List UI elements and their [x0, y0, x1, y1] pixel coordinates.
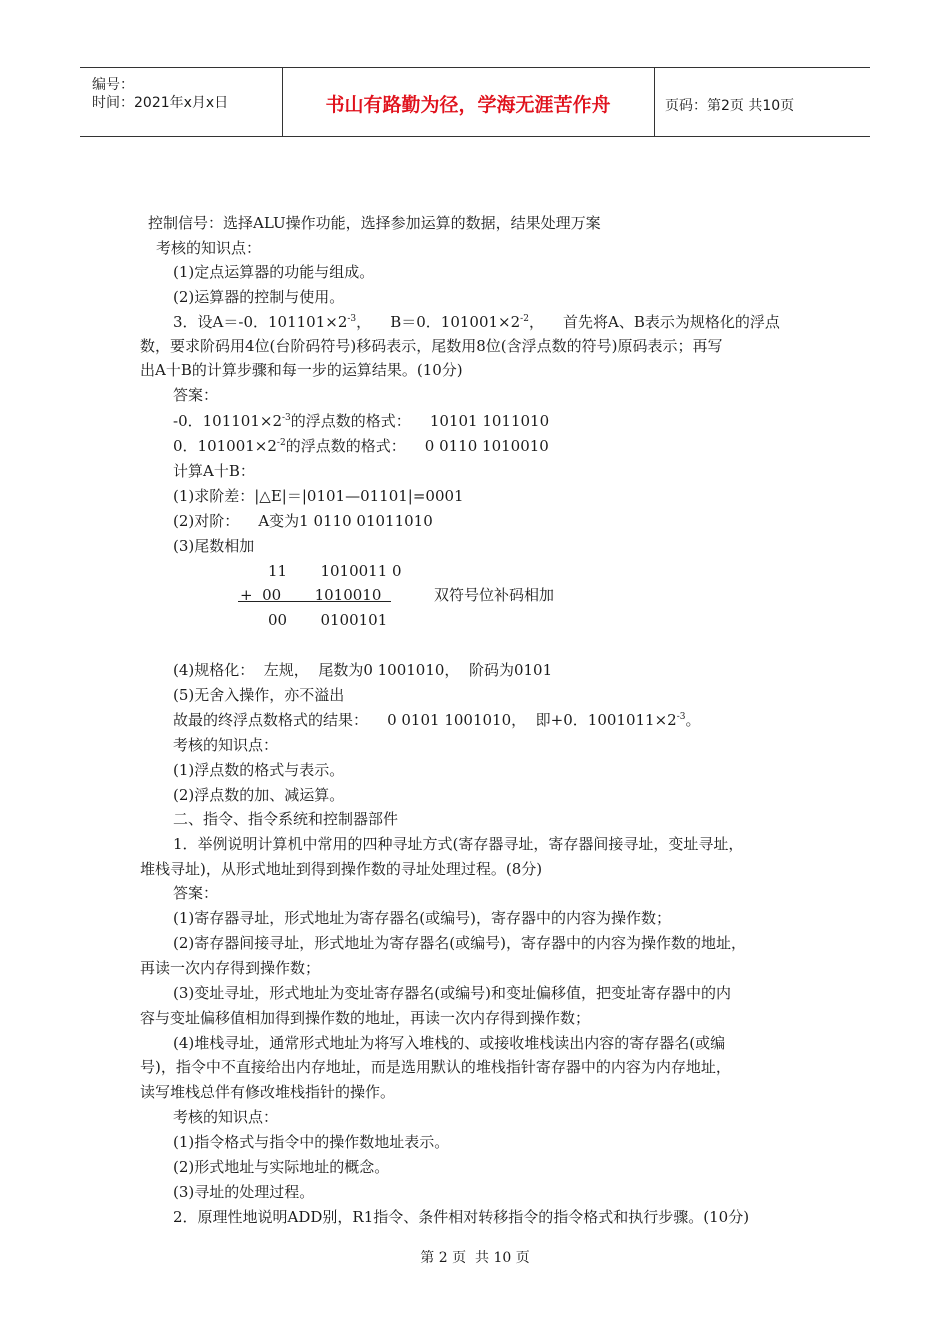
- text-run: 的浮点数的格式： 0 0110 1010010: [285, 437, 549, 455]
- knowledge-item: (1)指令格式与指令中的操作数地址表示。: [173, 1133, 450, 1151]
- header-page-code: 页码：第2页 共10页: [665, 98, 795, 114]
- page-header: [80, 67, 870, 137]
- knowledge-item: (3)寻址的处理过程。: [173, 1183, 315, 1201]
- exponent: -2: [276, 438, 286, 448]
- question-line: 数，要求阶码用4位(台阶码符号)移码表示，尾数用8位(含浮点数的符号)原码表示；再写: [140, 337, 723, 355]
- text-run: 的浮点数的格式： 10101 1011010: [290, 412, 550, 430]
- answer-heading: 答案：: [173, 884, 219, 902]
- answer-line: 读写堆栈总伴有修改堆栈指针的操作。: [140, 1083, 396, 1101]
- question-line: [173, 310, 780, 334]
- section-heading: 二、指令、指令系统和控制器部件: [173, 810, 399, 828]
- knowledge-heading: 考核的知识点：: [156, 239, 262, 257]
- text-run: -0．101101×2: [173, 412, 282, 430]
- exponent: -2: [520, 314, 529, 324]
- question-line: 出A十B的计算步骤和每一步的运算结果。(10分): [140, 361, 463, 379]
- answer-line: 号)，指令中不直接给出内存地址，而是选用默认的堆栈指针寄存器中的内容为内存地址，: [140, 1058, 731, 1076]
- question-line: 堆栈寻址)，从形式地址到得到操作数的寻址处理过程。(8分): [140, 860, 543, 878]
- text-run: 故最的终浮点数格式的结果： 0 0101 1001010， 即+0．1001011×2: [173, 711, 677, 729]
- document-time-label: 时间：2021年x月x日: [92, 95, 229, 111]
- text-run: 0．101001×2: [173, 437, 277, 455]
- knowledge-heading: 考核的知识点：: [173, 736, 279, 754]
- exponent: -3: [282, 413, 291, 423]
- answer-line: [173, 409, 549, 433]
- knowledge-item: (2)形式地址与实际地址的概念。: [173, 1158, 390, 1176]
- header-motto-cell: [282, 68, 655, 136]
- answer-line: [173, 708, 701, 732]
- answer-line: (5)无舍入操作，亦不溢出: [173, 686, 345, 704]
- addition-note: 双符号位补码相加: [434, 586, 555, 604]
- header-motto: 书山有路勤为径，学海无涯苦作舟: [325, 94, 611, 116]
- document-number-label: 编号：: [92, 77, 134, 93]
- answer-line: (1)求阶差：|△E|＝|0101—01101|=0001: [173, 487, 464, 505]
- text-run: 3．设A＝-0．101101×2: [173, 313, 348, 331]
- answer-line: (4)堆栈寻址，通常形式地址为将写入堆栈的、或接收堆栈读出内容的寄存器名(或编: [173, 1034, 726, 1052]
- text-run: 。: [685, 711, 701, 729]
- exponent: -3: [676, 712, 686, 722]
- addition-row: 11 1010011 0: [268, 562, 402, 580]
- answer-line: (4)规格化： 左规， 尾数为0 1001010， 阶码为0101: [173, 661, 553, 679]
- knowledge-item: (1)定点运算器的功能与组成。: [173, 263, 375, 281]
- answer-line: 再读一次内存得到操作数；: [140, 959, 321, 977]
- answer-line: 容与变址偏移值相加得到操作数的地址，再读一次内存得到操作数；: [140, 1009, 591, 1027]
- answer-line: (2)寄存器间接寻址，形式地址为寄存器名(或编号)，寄存器中的内容为操作数的地址，: [173, 934, 746, 952]
- question-line: 1．举例说明计算机中常用的四种寻址方式(寄存器寻址，寄存器间接寻址，变址寻址，: [173, 835, 744, 853]
- answer-line: 计算A十B：: [173, 462, 255, 480]
- knowledge-heading: 考核的知识点：: [173, 1108, 279, 1126]
- answer-line: (3)尾数相加: [173, 537, 255, 555]
- answer-line: (2)对阶： A变为1 0110 01011010: [173, 512, 433, 530]
- knowledge-item: (2)运算器的控制与使用。: [173, 288, 345, 306]
- addition-underline: [238, 601, 391, 602]
- knowledge-item: (2)浮点数的加、减运算。: [173, 786, 345, 804]
- answer-line: [173, 434, 549, 458]
- knowledge-item: (1)浮点数的格式与表示。: [173, 761, 345, 779]
- text-run: ， 首先将A、B表示为规格化的浮点: [528, 313, 780, 331]
- answer-heading: 答案：: [173, 386, 219, 404]
- answer-line: (3)变址寻址，形式地址为变址寄存器名(或编号)和变址偏移值，把变址寄存器中的内: [173, 984, 731, 1002]
- header-page-cell: [655, 68, 870, 136]
- addition-row: + 00 1010010: [240, 586, 382, 604]
- text-run: ， B＝0．101001×2: [356, 313, 521, 331]
- page-footer: 第 2 页 共 10 页: [420, 1250, 530, 1266]
- question-line: 2．原理性地说明ADD别，R1指令、条件相对转移指令的指令格式和执行步骤。(10分): [173, 1208, 750, 1226]
- answer-line: (1)寄存器寻址，形式地址为寄存器名(或编号)，寄存器中的内容为操作数；: [173, 909, 671, 927]
- header-info-cell: [80, 68, 283, 136]
- control-signal-line: 控制信号：选择ALU操作功能，选择参加运算的数据，结果处理万案: [148, 214, 601, 232]
- addition-result: 00 0100101: [268, 611, 388, 629]
- exponent: -3: [347, 314, 357, 324]
